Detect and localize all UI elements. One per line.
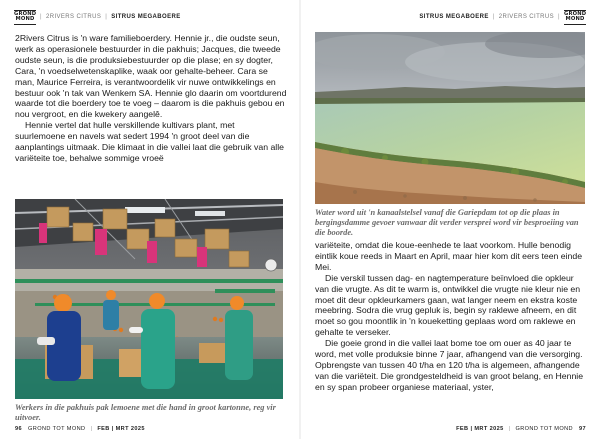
left-body-text bbox=[15, 33, 287, 164]
irrigation-dam-caption: Water word uit 'n kanaalstelsel vanaf die Gariepdam tot op die plaas in bergingsdamme gevoer vanwaar dit verder versprei word vir besproeiing van die boorde. bbox=[315, 208, 579, 237]
left-page bbox=[0, 0, 299, 439]
paragraph: Die goeie grond in die vallei laat bome toe om ouer as 40 jaar te word, met volle produksie binne 7 jaar, afhangend van die versorging. Opbrengste van tussen 40 t/ha en 120 t/ha is algemeen, afhangende van die variëteit. Die grondgesteldheid is van groot belang, en Hennie en sy span probeer organiese materiaal, yster, bbox=[315, 338, 584, 392]
footer-issue-date: FEB | MRT 2025 bbox=[456, 426, 504, 432]
page-number: 96 bbox=[15, 426, 23, 432]
right-page-footer: FEB | MRT 2025 | GROND TOT MOND 97 bbox=[456, 426, 586, 432]
paragraph: variëteite, omdat die koue-eenhede te laat voorkom. Hulle benodig eintlik koue reeds in Maart en April, maar hier kom dit eers teen einde Mei. bbox=[315, 240, 583, 272]
header-magazine-name: 2RIVERS CITRUS bbox=[498, 14, 555, 21]
header-magazine-name: 2RIVERS CITRUS bbox=[45, 14, 102, 21]
footer-issue-date: FEB | MRT 2025 bbox=[97, 426, 145, 432]
irrigation-dam-photo bbox=[315, 32, 585, 204]
footer-magazine-name: GROND TOT MOND bbox=[28, 426, 86, 432]
paragraph: 2Rivers Citrus is 'n ware familieboerdery. Hennie jr., die oudste seun, werk as operasionele bestuurder in die pakhuis; Jacques, die tweede oudste seun, is die produksiebestuurder op die plase; en sy dogter, Cara, 'n voedselwetenskaplike, waak oor gehalte-beheer. Cara se man, Maurice Ferreira, is verantwoordelik vir nuwe ontwikkelings en bestuur ook 'n tak van Wenkem SA. Hennie glo daarin om voortdurend waarde tot die boerdery toe te voeg – daarom is die pakhuis gebou en nou vergroot, en die kwekery aangelê. bbox=[15, 33, 287, 120]
packhouse-photo-image bbox=[15, 199, 283, 399]
right-body-text bbox=[315, 240, 588, 393]
packhouse-photo-caption: Werkers in die pakhuis pak lemoene met die hand in groot kartonne, reg vir uitvoer. bbox=[15, 403, 276, 422]
grond-mond-logo: GROND MOND bbox=[14, 10, 36, 25]
irrigation-dam-photo-image bbox=[315, 32, 585, 204]
left-page-header: GROND MOND | 2RIVERS CITRUS | SITRUS MEGABOERE bbox=[14, 10, 181, 25]
footer-magazine-name: GROND TOT MOND bbox=[515, 426, 573, 432]
header-section-title: SITRUS MEGABOERE bbox=[111, 14, 181, 21]
packhouse-photo bbox=[15, 199, 283, 399]
header-section-title: SITRUS MEGABOERE bbox=[419, 14, 489, 21]
right-page bbox=[301, 0, 600, 439]
grond-mond-logo: GROND MOND bbox=[564, 10, 586, 25]
page-number: 97 bbox=[578, 426, 586, 432]
paragraph: Hennie vertel dat hulle verskillende kultivars plant, met suurlemoene en navels wat sedert 1994 'n groot deel van die aanplantings uitmaak. Die klimaat in die vallei laat die gebruik van alle variëteite toe, behalwe sommige vroeë bbox=[15, 120, 284, 163]
right-page-header: SITRUS MEGABOERE | 2RIVERS CITRUS | GROND MOND bbox=[419, 10, 586, 25]
paragraph: Die verskil tussen dag- en nagtemperature beïnvloed die opkleur van die vrugte. As dit te warm is, ontwikkel die vrugte nie kleur nie en moet dit deur opkleurkamers gaan, wat langer neem en ekstra koste meebring. Sodra die vrug gepluk is, begin sy raklewe afneem, en dit moet so gou moontlik in 'n koueketting geplaas word om raklewe en gehalte te verseker. bbox=[315, 272, 581, 338]
left-page-footer: 96 GROND TOT MOND | FEB | MRT 2025 bbox=[15, 426, 145, 432]
